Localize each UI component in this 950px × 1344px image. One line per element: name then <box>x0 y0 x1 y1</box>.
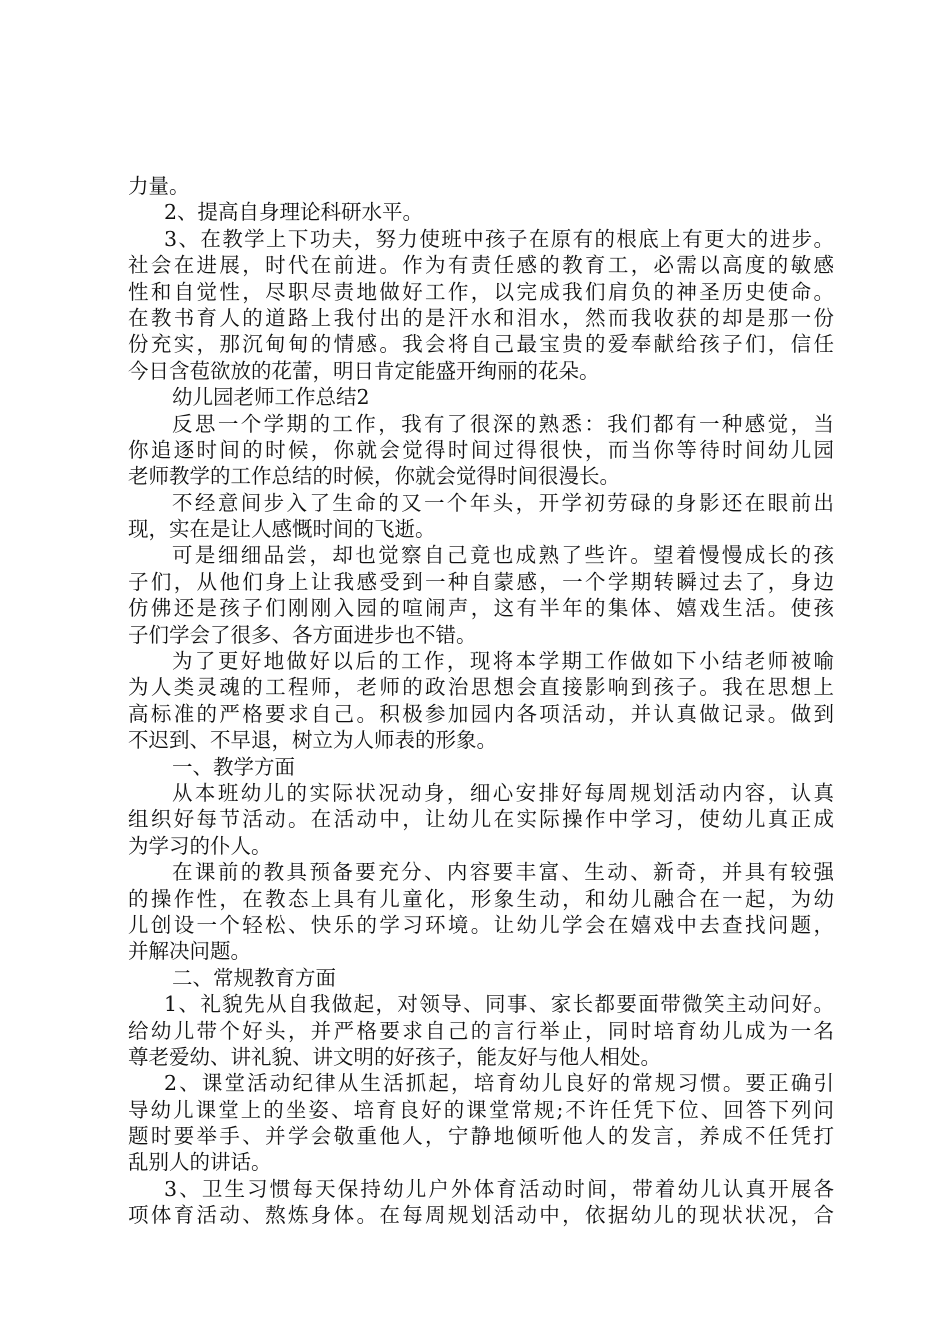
section-heading-teaching: 一、教学方面 <box>172 754 295 779</box>
text-line-20: 为人类灵魂的工程师，老师的政治思想会直接影响到孩子。我在思想上 <box>128 675 834 700</box>
text-line-8: 今日含苞欲放的花蕾，明日肯定能盛开绚丽的花朵。 <box>128 358 600 383</box>
document-body <box>128 173 834 1229</box>
text-line-36: 导幼儿课堂上的坐姿、培育良好的课堂常规;不许任凭下位、回答下列问 <box>128 1097 834 1122</box>
text-line-14: 现，实在是让人感慨时间的飞逝。 <box>128 517 436 542</box>
text-line-10: 反思一个学期的工作，我有了很深的熟悉：我们都有一种感觉，当 <box>172 411 834 436</box>
text-line-40: 项体育活动、熬炼身体。在每周规划活动中，依据幼儿的现状状况，合 <box>128 1203 834 1228</box>
text-line-1: 力量。 <box>128 174 190 198</box>
text-line-6: 在教书育人的道路上我付出的是汗水和泪水，然而我收获的却是那一份 <box>128 305 834 330</box>
text-line-25: 组织好每节活动。在活动中，让幼儿在实际操作中学习，使幼儿真正成 <box>128 807 834 832</box>
text-line-18: 子们学会了很多、各方面进步也不错。 <box>128 622 477 647</box>
text-line-19: 为了更好地做好以后的工作，现将本学期工作做如下小结老师被喻 <box>172 649 834 674</box>
text-line-27: 在课前的教具预备要充分、内容要丰富、生动、新奇，并具有较强 <box>172 860 834 885</box>
text-line-38: 乱别人的讲话。 <box>128 1150 272 1175</box>
text-line-34: 尊老爱幼、讲礼貌、讲文明的好孩子，能友好与他人相处。 <box>128 1044 661 1069</box>
text-line-32: 1、礼貌先从自我做起，对领导、同事、家长都要面带微笑主动问好。 <box>164 992 834 1017</box>
text-line-15: 可是细细品尝，却也觉察自己竟也成熟了些许。望着慢慢成长的孩 <box>172 543 834 568</box>
text-line-26: 为学习的仆人。 <box>128 833 272 858</box>
text-line-35: 2、课堂活动纪律从生活抓起，培育幼儿良好的常规习惯。要正确引 <box>164 1071 834 1096</box>
section-heading-summary-2: 幼儿园老师工作总结2 <box>172 385 370 410</box>
text-line-16: 子们，从他们身上让我感受到一种自蒙感，一个学期转瞬过去了，身边 <box>128 569 834 594</box>
text-line-30: 并解决问题。 <box>128 939 251 964</box>
text-line-29: 儿创设一个轻松、快乐的学习环境。让幼儿学会在嬉戏中去查找问题， <box>128 912 834 937</box>
text-line-28: 的操作性，在教态上具有儿童化，形象生动，和幼儿融合在一起，为幼 <box>128 886 834 911</box>
text-line-4: 社会在进展，时代在前进。作为有责任感的教育工，必需以高度的敏感 <box>128 253 834 278</box>
text-line-2: 2、提高自身理论科研水平。 <box>164 200 424 225</box>
text-line-24: 从本班幼儿的实际状况动身，细心安排好每周规划活动内容，认真 <box>172 780 834 805</box>
text-line-3: 3、在教学上下功夫，努力使班中孩子在原有的根底上有更大的进步。 <box>164 226 834 251</box>
text-line-22: 不迟到、不早退，树立为人师表的形象。 <box>128 728 497 753</box>
text-line-7: 份充实，那沉甸甸的情感。我会将自己最宝贵的爱奉献给孩子们，信任 <box>128 332 834 357</box>
text-line-17: 仿佛还是孩子们刚刚入园的喧闹声，这有半年的集体、嬉戏生活。使孩 <box>128 596 834 621</box>
text-line-37: 题时要举手、并学会敬重他人，宁静地倾听他人的发言，养成不任凭打 <box>128 1124 834 1149</box>
text-line-39: 3、卫生习惯每天保持幼儿户外体育活动时间，带着幼儿认真开展各 <box>164 1176 834 1201</box>
text-line-13: 不经意间步入了生命的又一个年头，开学初劳碌的身影还在眼前出 <box>172 490 834 515</box>
text-line-21: 高标准的严格要求自己。积极参加园内各项活动，并认真做记录。做到 <box>128 701 834 726</box>
text-line-12: 老师教学的工作总结的时候，你就会觉得时间很漫长。 <box>128 464 620 489</box>
text-line-11: 你追逐时间的时候，你就会觉得时间过得很快，而当你等待时间幼儿园 <box>128 437 834 462</box>
text-line-5: 性和自觉性，尽职尽责地做好工作，以完成我们肩负的神圣历史使命。 <box>128 279 834 304</box>
text-line-33: 给幼儿带个好头，并严格要求自己的言行举止，同时培育幼儿成为一名 <box>128 1018 834 1043</box>
section-heading-routine-education: 二、常规教育方面 <box>172 965 336 990</box>
